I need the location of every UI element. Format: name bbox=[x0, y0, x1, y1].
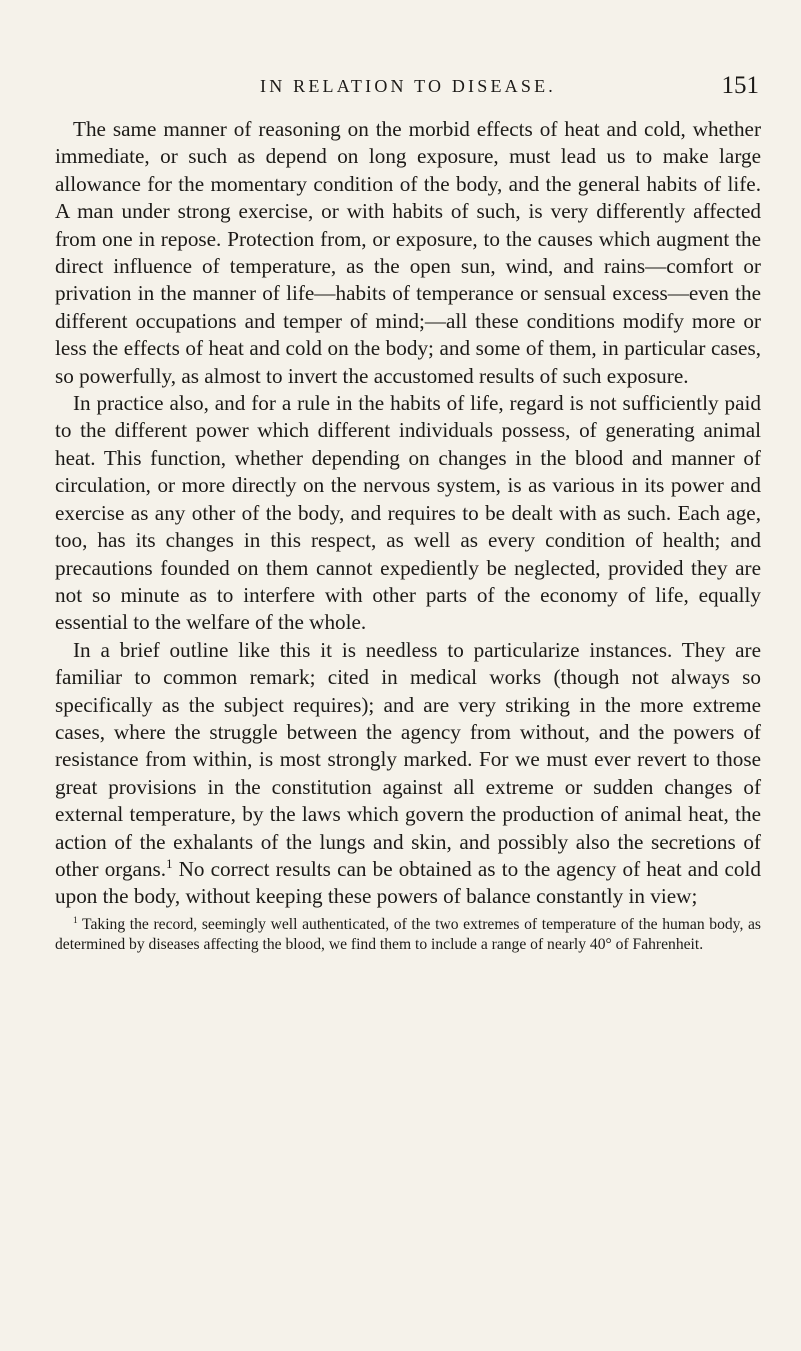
footnote-reference: 1 bbox=[166, 856, 173, 871]
paragraph-1: The same manner of reasoning on the morbid effects of heat and cold, whether immediate, or such as depend on long exposure, must lead us to make large allowance for the momentary condition of the body, and the general habits of life. A man under strong exercise, or with habits of such, is very differently affected from one in repose. Protection from, or exposure, to the causes which augment the direct influence of temperature, as the open sun, wind, and rains—comfort or privation in the manner of life—habits of temperance or sensual excess—even the different occupations and temper of mind;—all these conditions modify more or less the effects of heat and cold on the body; and some of them, in particular cases, so powerfully, as almost to invert the accustomed results of such exposure. bbox=[55, 117, 761, 388]
running-title: IN RELATION TO DISEASE. bbox=[260, 76, 556, 96]
running-header bbox=[55, 58, 761, 98]
footnote-marker: 1 bbox=[73, 915, 78, 926]
page-number: 151 bbox=[721, 72, 759, 99]
paragraph-2: In practice also, and for a rule in the habits of life, regard is not sufficiently paid to the different power which different individuals possess, of generating animal heat. This function, whether depending on changes in the blood and manner of circulation, or more directly on the nervous system, is as various in its power and exercise as any other of the body, and requires to be dealt with as such. Each age, too, has its changes in this respect, as well as every condition of health; and precautions founded on them cannot expediently be neglected, provided they are not so minute as to interfere with other parts of the economy of life, equally essential to the welfare of the whole. bbox=[55, 391, 761, 635]
paragraph-3 bbox=[55, 637, 761, 911]
footnote-paragraph bbox=[55, 915, 761, 956]
paragraph-3-text-before-note: In a brief outline like this it is needless to particularize instances. They are familiar to common remark; cited in medical works (though not always so specifically as the subject requires); and are very striking in the more extreme cases, where the struggle between the agency from without, and the powers of resistance from within, is most strongly marked. For we must ever revert to those great provisions in the constitution against all extreme or sudden changes of external temperature, by the laws which govern the production of animal heat, the action of the exhalants of the lungs and skin, and possibly also the secretions of other organs. bbox=[55, 637, 761, 881]
paragraph-3-text-after-note: No correct results can be obtained as to the agency of heat and cold upon the body, without keeping these powers of balance constantly in view; bbox=[55, 856, 761, 909]
footnote-text: Taking the record, seemingly well authenticated, of the two extremes of temperature of the human body, as determined by diseases affecting the blood, we find them to include a range of nearly 40° of Fahrenheit. bbox=[55, 915, 761, 954]
body-text bbox=[55, 116, 761, 911]
footnote bbox=[55, 915, 761, 956]
